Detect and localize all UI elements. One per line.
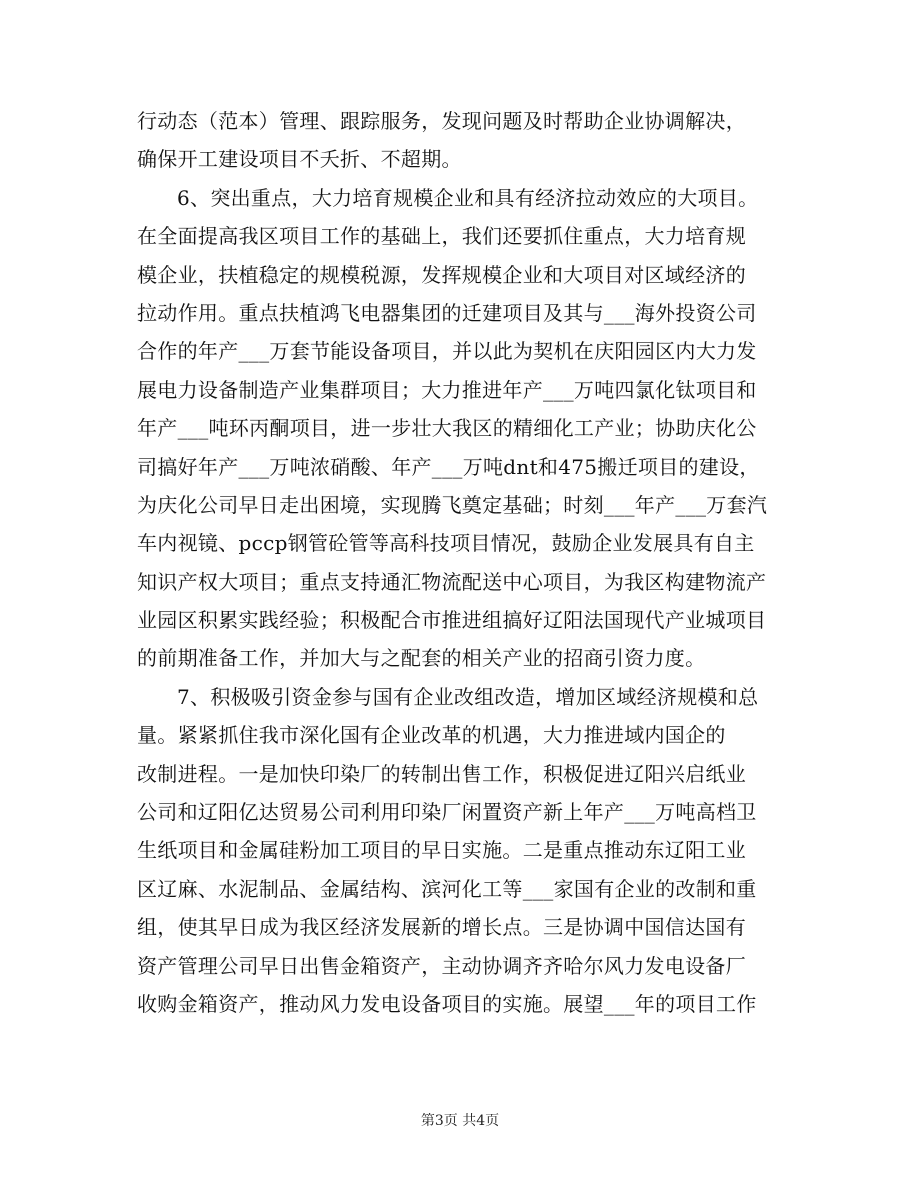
- text-line: 6、突出重点，大力培育规模企业和具有经济拉动效应的大项目。: [177, 185, 759, 210]
- text-line: 展电力设备制造产业集群项目；大力推进年产___万吨四氯化钛项目和: [137, 377, 757, 402]
- text-line: 组，使其早日成为我区经济发展新的增长点。三是协调中国信达国有: [137, 915, 746, 940]
- text-line: 司搞好年产___万吨浓硝酸、年产___万吨dnt和475搬迁项目的建设，: [137, 454, 760, 479]
- text-line: 模企业，扶植稳定的规模税源，发挥规模企业和大项目对区域经济的: [137, 262, 746, 287]
- page-footer: 第3页 共4页: [420, 1113, 500, 1129]
- text-line: 年产___吨环丙酮项目，进一步壮大我区的精细化工产业；协助庆化公: [137, 416, 757, 441]
- text-line: 收购金箱资产，推动风力发电设备项目的实施。展望___年的项目工作: [137, 991, 757, 1016]
- text-line: 车内视镜、pccp钢管砼管等高科技项目情况，鼓励企业发展具有自主: [137, 531, 755, 556]
- text-line: 区辽麻、水泥制品、金属结构、滨河化工等___家国有企业的改制和重: [137, 876, 757, 901]
- text-line: 的前期准备工作，并加大与之配套的相关产业的招商引资力度。: [137, 646, 706, 671]
- text-line: 资产管理公司早日出售金箱资产，主动协调齐齐哈尔风力发电设备厂: [137, 953, 746, 978]
- text-line: 知识产权大项目；重点支持通汇物流配送中心项目，为我区构建物流产: [137, 569, 767, 594]
- text-line: 在全面提高我区项目工作的基础上，我们还要抓住重点，大力培育规: [137, 224, 746, 249]
- text-line: 7、积极吸引资金参与国有企业改组改造，增加区域经济规模和总: [177, 684, 759, 709]
- document-body: [137, 102, 792, 1023]
- text-line: 拉动作用。重点扶植鸿飞电器集团的迁建项目及其与___海外投资公司: [137, 300, 757, 325]
- text-line: 确保开工建设项目不夭折、不超期。: [137, 147, 462, 172]
- text-line: 改制进程。一是加快印染厂的转制出售工作，积极促进辽阳兴启纸业: [137, 761, 746, 786]
- text-line: 行动态（范本）管理、跟踪服务，发现问题及时帮助企业协调解决，: [137, 109, 746, 133]
- text-line: 为庆化公司早日走出困境，实现腾飞奠定基础；时刻___年产___万套汽: [137, 492, 768, 517]
- text-line: 量。紧紧抓住我市深化国有企业改革的机遇，大力推进域内国企的: [137, 723, 726, 748]
- text-line: 业园区积累实践经验；积极配合市推进组搞好辽阳法国现代产业城项目: [137, 608, 767, 633]
- text-line: 合作的年产___万套节能设备项目，并以此为契机在庆阳园区内大力发: [137, 339, 757, 364]
- text-line: 公司和辽阳亿达贸易公司利用印染厂闲置资产新上年产___万吨高档卫: [137, 800, 757, 825]
- text-line: 生纸项目和金属硅粉加工项目的早日实施。二是重点推动东辽阳工业: [137, 838, 746, 863]
